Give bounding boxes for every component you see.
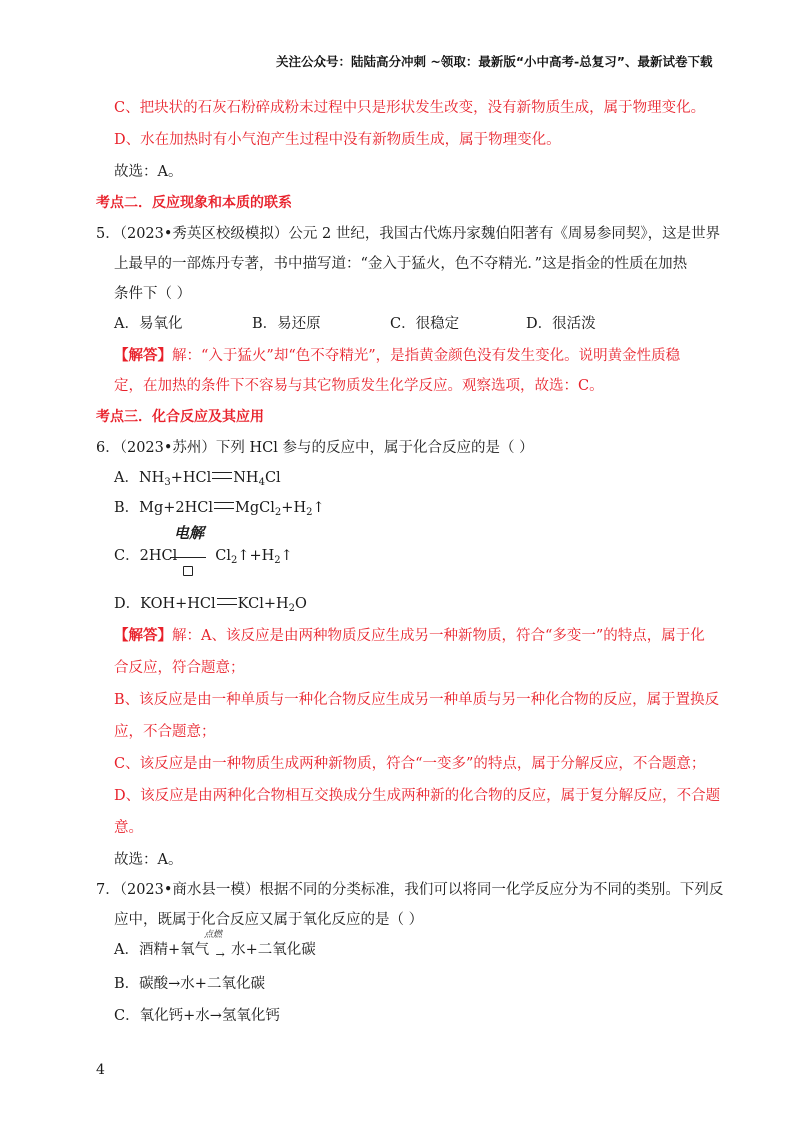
placeholder-box-icon xyxy=(183,566,193,576)
question-7-line-1: 7．（2023•商水县一模）根据不同的分类标准，我们可以将同一化学反应分为不同的类别。下列反 xyxy=(96,882,724,898)
q7-option-c: C．氧化钙+水→氢氧化钙 xyxy=(114,1008,280,1024)
q6-solution-line-a1 xyxy=(114,624,705,645)
q6-option-a: A．$NH_3+HCl$ $NH_4Cl$ xyxy=(114,470,281,488)
question-5-line-1: 5．（2023•秀英区校级模拟）公元 2 世纪，我国古代炼丹家魏伯阳著有《周易参同契》，这是世界 xyxy=(96,226,721,242)
q6-option-b-label: B． xyxy=(114,500,140,516)
equals-sign-icon xyxy=(217,598,237,605)
page-number: 4 xyxy=(96,1062,105,1078)
q7-option-a-right: 水+二氧化碳 xyxy=(231,942,316,958)
q5-solution-line-2: 定，在加热的条件下不容易与其它物质发生化学反应。观察选项，故选：C。 xyxy=(114,378,604,394)
reaction-line-icon xyxy=(170,557,206,558)
q7-option-a-left: A．酒精+氧气 xyxy=(114,942,210,958)
question-7-line-2: 应中，既属于化合反应又属于氧化反应的是（ ） xyxy=(114,912,424,928)
question-6-line-1: 6．（2023•苏州）下列 HCl 参与的反应中，属于化合反应的是（ ） xyxy=(96,440,534,456)
q6-solution-line-b1: B、该反应是由一种单质与一种化合物反应生成另一种单质与另一种化合物的反应，属于置换反 xyxy=(114,692,720,708)
q5-solution-text: 解：“入于猛火”却“色不夺精光”，是指黄金颜色没有发生变化。说明黄金性质稳 xyxy=(172,348,681,364)
q6-solution-line-a2: 合反应，符合题意； xyxy=(114,660,245,676)
ignition-condition: 点燃 xyxy=(204,930,223,940)
q5-option-d: D．很活泼 xyxy=(526,316,596,332)
solution-tag: 【解答】 xyxy=(114,347,172,364)
arrow-icon: → xyxy=(215,948,225,961)
q6-answer: 故选：A。 xyxy=(114,852,183,868)
section-heading-3: 考点三．化合反应及其应用 xyxy=(96,409,264,425)
q5-option-b: B．易还原 xyxy=(252,316,321,332)
equals-sign-icon xyxy=(212,472,232,479)
q6-solution-line-d2: 意。 xyxy=(114,820,143,836)
equals-sign-icon xyxy=(214,502,234,509)
q6-option-c-label: C． xyxy=(114,548,140,564)
q6-solution-line-b2: 应，不合题意； xyxy=(114,724,216,740)
prev-option-c-explanation: C、把块状的石灰石粉碎成粉末过程中只是形状发生改变，没有新物质生成，属于物理变化。 xyxy=(114,100,706,116)
q5-option-c: C．很稳定 xyxy=(390,316,460,332)
q6-option-a-label: A． xyxy=(114,470,139,486)
q6-solution-a-text: 解：A、该反应是由两种物质反应生成另一种新物质，符合“多变一”的特点，属于化 xyxy=(172,628,705,644)
prev-answer: 故选：A。 xyxy=(114,164,183,180)
q7-option-b: B．碳酸→水+二氧化碳 xyxy=(114,976,265,992)
q6-solution-line-d1: D、该反应是由两种化合物相互交换成分生成两种新的化合物的反应，属于复分解反应，不合题 xyxy=(114,788,721,804)
electrolysis-condition: 电解 xyxy=(174,524,205,542)
section-heading-2: 考点二．反应现象和本质的联系 xyxy=(96,195,292,211)
solution-tag: 【解答】 xyxy=(114,627,172,644)
q6-option-b: B．Mg+2HCl $MgCl_2+H_2↑$ xyxy=(114,500,325,518)
q6-solution-line-c: C、该反应是由一种物质生成两种新物质，符合“一变多”的特点，属于分解反应，不合题意； xyxy=(114,756,706,772)
prev-option-d-explanation: D、水在加热时有小气泡产生过程中没有新物质生成，属于物理变化。 xyxy=(114,132,561,148)
page-header: 关注公众号：陆陆高分冲刺 ~领取：最新版“小中高考-总复习”、最新试卷下载 xyxy=(276,54,713,69)
q5-option-a: A．易氧化 xyxy=(114,316,183,332)
question-5-line-3: 条件下（ ） xyxy=(114,286,192,302)
question-5-line-2: 上最早的一部炼丹专著，书中描写道：“金入于猛火，色不夺精光．”这是指金的性质在加热 xyxy=(114,256,688,272)
q6-option-d: D．KOH+HCl $KCl+H_2O$ xyxy=(114,596,307,614)
q5-solution-line-1 xyxy=(114,344,680,365)
q7-option-a xyxy=(114,938,316,961)
q6-option-d-label: D． xyxy=(114,596,141,612)
q6-option-c: C．2HCl $Cl_2↑+H_2↑$ xyxy=(114,548,293,566)
